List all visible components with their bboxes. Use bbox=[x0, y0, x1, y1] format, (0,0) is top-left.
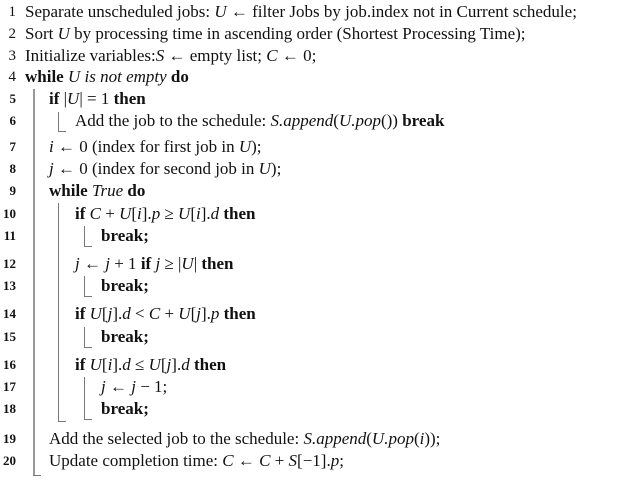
text: < bbox=[130, 304, 149, 323]
math-symbol: i bbox=[107, 355, 113, 374]
text: ← bbox=[233, 451, 260, 470]
algorithm-line bbox=[49, 88, 146, 110]
math-symbol: i bbox=[137, 204, 142, 223]
math-symbol: j bbox=[131, 377, 136, 396]
block-end-mark bbox=[84, 419, 92, 420]
math-symbol: U is not empty bbox=[67, 67, 167, 86]
math-symbol: U.pop bbox=[371, 429, 414, 448]
algorithm-line bbox=[75, 110, 444, 132]
keyword: if bbox=[140, 254, 156, 273]
algorithm-line bbox=[75, 203, 256, 225]
text: ≥ bbox=[160, 204, 179, 223]
line-number: 13 bbox=[3, 278, 16, 293]
text: + bbox=[100, 204, 120, 223]
text: [ bbox=[160, 355, 167, 374]
block-bar bbox=[84, 327, 85, 347]
text: [ bbox=[101, 304, 108, 323]
math-symbol: True bbox=[91, 181, 124, 200]
algorithm-line bbox=[49, 180, 145, 202]
line-number: 3 bbox=[8, 48, 16, 64]
keyword: if bbox=[75, 304, 90, 323]
math-symbol: j bbox=[107, 304, 113, 323]
line-number: 1 bbox=[8, 4, 16, 20]
text: ← bbox=[79, 254, 106, 273]
text: ]. bbox=[112, 304, 123, 323]
algorithm-line bbox=[25, 23, 526, 45]
algorithm-line bbox=[75, 253, 233, 275]
line-number: 20 bbox=[3, 453, 16, 468]
math-symbol: C bbox=[222, 451, 234, 470]
algorithm-line bbox=[49, 428, 440, 450]
math-symbol: j bbox=[49, 159, 54, 178]
math-symbol: U bbox=[119, 204, 132, 223]
block-end-mark bbox=[58, 421, 66, 422]
keyword: then bbox=[113, 89, 146, 108]
text: ← empty list; bbox=[164, 46, 267, 65]
math-symbol: d bbox=[122, 304, 131, 323]
math-symbol: i bbox=[49, 137, 54, 156]
text: ← 0 (index for second job in bbox=[53, 159, 259, 178]
algorithm-line bbox=[75, 354, 226, 376]
algorithm-line bbox=[101, 376, 167, 398]
line-number: 19 bbox=[3, 431, 16, 446]
algorithm-line bbox=[101, 326, 149, 348]
keyword: if bbox=[49, 89, 64, 108]
line-number: 8 bbox=[9, 161, 16, 176]
keyword: then bbox=[219, 204, 256, 223]
line-number: 15 bbox=[3, 329, 16, 344]
line-number: 5 bbox=[9, 91, 16, 106]
block-end-mark bbox=[84, 246, 92, 247]
math-symbol: p bbox=[210, 304, 220, 323]
text: ; bbox=[339, 451, 344, 470]
line-number: 6 bbox=[9, 113, 16, 128]
math-symbol: S.append bbox=[270, 111, 334, 130]
algorithm-line bbox=[25, 45, 316, 67]
math-symbol: j bbox=[105, 254, 110, 273]
algorithm-line bbox=[49, 158, 281, 180]
keyword: break; bbox=[101, 327, 149, 346]
line-number: 7 bbox=[9, 139, 16, 154]
math-symbol: U bbox=[178, 304, 191, 323]
algorithm-line bbox=[75, 303, 256, 325]
text: [ bbox=[190, 304, 197, 323]
math-symbol: C bbox=[148, 304, 161, 323]
line-number: 10 bbox=[3, 206, 16, 221]
text: | bbox=[193, 254, 202, 273]
math-symbol: S bbox=[288, 451, 298, 470]
line-number: 2 bbox=[8, 26, 16, 42]
math-symbol: j bbox=[166, 355, 172, 374]
math-symbol: U bbox=[57, 24, 70, 43]
math-symbol: U bbox=[67, 89, 80, 108]
math-symbol: C bbox=[259, 451, 271, 470]
keyword: break; bbox=[101, 226, 149, 245]
math-symbol: C bbox=[266, 46, 278, 65]
text: ); bbox=[270, 159, 282, 178]
keyword: break; bbox=[101, 276, 149, 295]
text: [ bbox=[131, 204, 138, 223]
keyword: then bbox=[189, 355, 227, 374]
algorithm-line bbox=[101, 275, 149, 297]
line-number: 12 bbox=[3, 256, 16, 271]
while-block-bar bbox=[33, 89, 35, 475]
block-end-mark bbox=[33, 475, 41, 476]
text: Sort bbox=[25, 24, 58, 43]
keyword: if bbox=[75, 355, 90, 374]
math-symbol: d bbox=[181, 355, 190, 374]
math-symbol: i bbox=[195, 204, 201, 223]
block-end-mark bbox=[84, 347, 92, 348]
line-number: 4 bbox=[8, 69, 16, 85]
block-end-mark bbox=[58, 131, 66, 132]
text: ]. bbox=[200, 304, 211, 323]
math-symbol: U bbox=[89, 355, 102, 374]
text: [ bbox=[190, 204, 196, 223]
math-symbol: j bbox=[196, 304, 201, 323]
algorithm-line bbox=[25, 1, 577, 23]
block-bar bbox=[84, 377, 85, 419]
text: ( bbox=[366, 429, 372, 448]
keyword: do bbox=[123, 181, 146, 200]
line-number: 18 bbox=[3, 401, 16, 416]
keyword: then bbox=[201, 254, 234, 273]
text: Separate unscheduled jobs: bbox=[25, 2, 215, 21]
text: ); bbox=[251, 137, 262, 156]
keyword: while bbox=[49, 181, 92, 200]
text: ]. bbox=[112, 355, 123, 374]
block-bar bbox=[58, 112, 59, 131]
keyword: break bbox=[402, 111, 445, 130]
keyword: while bbox=[25, 67, 68, 86]
text: ← 0 (index for first job in bbox=[53, 137, 239, 156]
block-bar bbox=[84, 276, 85, 296]
keyword: break; bbox=[101, 399, 149, 418]
math-symbol: i bbox=[419, 429, 425, 448]
algorithm-line bbox=[49, 136, 262, 158]
keyword: do bbox=[166, 67, 189, 86]
block-bar bbox=[84, 226, 85, 246]
text: Initialize variables: bbox=[25, 46, 156, 65]
text: + bbox=[160, 304, 179, 323]
algorithm-line bbox=[49, 450, 344, 472]
algorithm-line bbox=[101, 398, 149, 420]
math-symbol: d bbox=[210, 204, 220, 223]
math-symbol: U bbox=[89, 304, 102, 323]
math-symbol: C bbox=[89, 204, 101, 223]
algorithm-line bbox=[101, 225, 149, 247]
math-symbol: U.pop bbox=[338, 111, 381, 130]
text: + 1 bbox=[109, 254, 141, 273]
math-symbol: j bbox=[155, 254, 161, 273]
text: ]. bbox=[141, 204, 152, 223]
text: ← 0; bbox=[277, 46, 317, 65]
line-number: 16 bbox=[3, 357, 16, 372]
math-symbol: p bbox=[330, 451, 340, 470]
text: ≤ bbox=[130, 355, 149, 374]
math-symbol: U bbox=[238, 137, 252, 156]
math-symbol: S.append bbox=[303, 429, 367, 448]
keyword: then bbox=[219, 304, 256, 323]
block-bar bbox=[58, 203, 59, 421]
line-number: 14 bbox=[3, 306, 16, 321]
math-symbol: U bbox=[214, 2, 227, 21]
text: ≥ | bbox=[160, 254, 182, 273]
text: ]. bbox=[200, 204, 211, 223]
text: ( bbox=[333, 111, 339, 130]
text: [−1]. bbox=[297, 451, 331, 470]
algorithm-line bbox=[25, 66, 189, 88]
line-number: 11 bbox=[3, 228, 16, 243]
text: Add the job to the schedule: bbox=[75, 111, 271, 130]
text: )); bbox=[424, 429, 441, 448]
text: [ bbox=[101, 355, 108, 374]
block-end-mark bbox=[84, 296, 92, 297]
text: by processing time in ascending order (Shortest Processing Time); bbox=[69, 24, 526, 43]
line-number: 17 bbox=[3, 379, 16, 394]
keyword: if bbox=[75, 204, 90, 223]
math-symbol: j bbox=[75, 254, 80, 273]
text: Update completion time: bbox=[49, 451, 223, 470]
line-number: 9 bbox=[9, 183, 16, 198]
text: Add the selected job to the schedule: bbox=[49, 429, 304, 448]
math-symbol: S bbox=[155, 46, 165, 65]
text: + bbox=[270, 451, 289, 470]
math-symbol: U bbox=[178, 204, 191, 223]
text: | = 1 bbox=[79, 89, 114, 108]
math-symbol: p bbox=[151, 204, 161, 223]
text: − 1; bbox=[135, 377, 168, 396]
text: | bbox=[63, 89, 68, 108]
math-symbol: U bbox=[181, 254, 194, 273]
text: ]. bbox=[171, 355, 182, 374]
text: ( bbox=[413, 429, 420, 448]
text: ()) bbox=[380, 111, 403, 130]
text: ← filter Jobs by job.index not in Current schedule; bbox=[226, 2, 577, 21]
text: ← bbox=[105, 377, 132, 396]
math-symbol: U bbox=[148, 355, 161, 374]
math-symbol: d bbox=[122, 355, 131, 374]
math-symbol: j bbox=[101, 377, 106, 396]
math-symbol: U bbox=[258, 159, 271, 178]
